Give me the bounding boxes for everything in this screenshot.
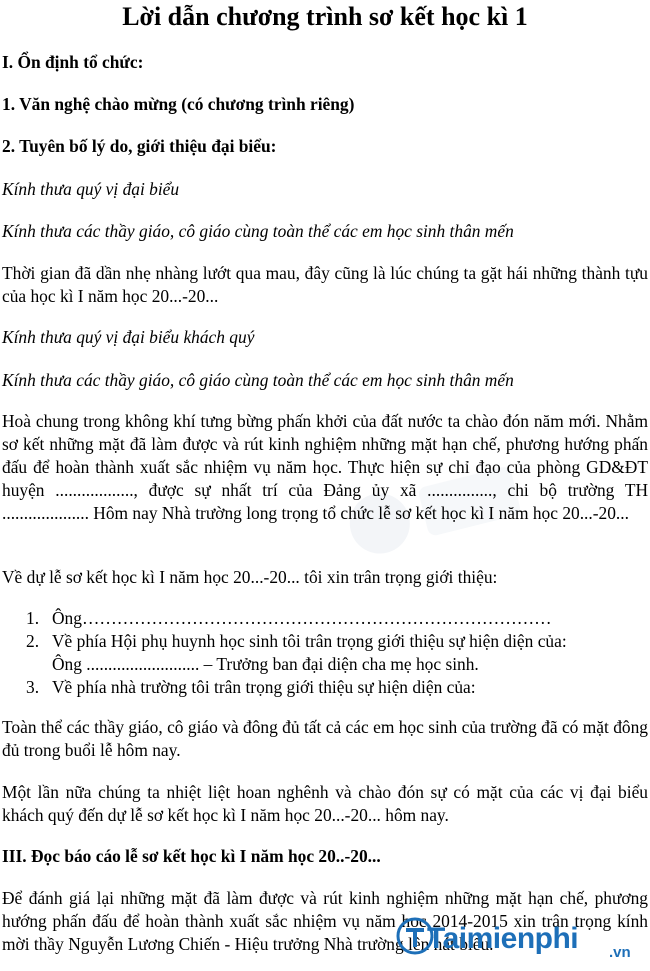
watermark-tld: .vn: [609, 944, 631, 961]
site-watermark: [395, 910, 645, 968]
paragraph-attendance: Toàn thể các thầy giáo, cô giáo và đông đủ tất cả các em học sinh của trường đã có mặt đông đủ trong buổi lễ hôm nay.: [2, 717, 648, 760]
paragraph-introduction-lead: Về dự lễ sơ kết học kì I năm học 20...-20... tôi xin trân trọng giới thiệu:: [2, 567, 498, 587]
page-title: Lời dẫn chương trình sơ kết học kì 1: [122, 2, 528, 31]
list-item: Về phía Hội phụ huynh học sinh tôi trân trọng giới thiệu sự hiện diện của:: [52, 631, 567, 651]
list-item-number: 1.: [26, 608, 40, 628]
greeting-teachers: Kính thưa các thầy giáo, cô giáo cùng toàn thể các em học sinh thân mến: [2, 221, 514, 241]
paragraph-welcome: Một lần nữa chúng ta nhiệt liệt hoan nghênh và chào đón sự có mặt của các vị đại biểu khách quý đến dự lễ sơ kết học kì I năm học 20...-20... hôm nay.: [2, 782, 648, 825]
list-item-number: 3.: [26, 677, 40, 697]
list-item: Về phía nhà trường tôi trân trọng giới thiệu sự hiện diện của:: [52, 677, 476, 697]
watermark-brand: Taimienphi: [427, 922, 579, 955]
paragraph-report: Để đánh giá lại những mặt đã làm được và rút kinh nghiệm những mặt hạn chế, phương hướng phấn đấu để hoàn thành xuất sắc nhiệm vụ năm học 2014-2015 xin trân trọng kính mời thầy Nguyễn Lương Chiến - Hiệu trưởng Nhà trường lên hát biểu.: [2, 888, 648, 954]
greeting-teachers-2: Kính thưa các thầy giáo, cô giáo cùng toàn thể các em học sinh thân mến: [2, 370, 514, 390]
greeting-honored-guests: Kính thưa quý vị đại biểu khách quý: [2, 327, 255, 347]
greeting-guests: Kính thưa quý vị đại biểu: [2, 179, 180, 199]
paragraph-intro: Thời gian đã dần nhẹ nhàng lướt qua mau, đây cũng là lúc chúng ta gặt hái những thành tựu của học kì I năm học 20...-20...: [2, 263, 648, 306]
list-item: Ông………………………………………………………………………: [52, 608, 552, 628]
list-item-continuation: Ông .......................... – Trưởng ban đại diện cha mẹ học sinh.: [52, 654, 479, 674]
section-1-heading: I. Ổn định tổ chức:: [2, 52, 144, 72]
section-3-heading: III. Đọc báo cáo lễ sơ kết học kì I năm học 20..-20...: [2, 846, 381, 866]
item-1-heading: 1. Văn nghệ chào mừng (có chương trình riêng): [2, 94, 355, 114]
list-item-number: 2.: [26, 631, 40, 651]
item-2-heading: 2. Tuyên bố lý do, giới thiệu đại biểu:: [2, 136, 277, 156]
paragraph-context: Hoà chung trong không khí tưng bừng phấn khởi của đất nước ta chào đón năm mới. Nhằm sơ kết những mặt đã làm được và rút kinh nghiệm những mặt hạn chế, phương hướng phấn đấu để hoàn thành xuất sắc nhiệm vụ năm học. Thực hiện sự chỉ đạo của phòng GD&ĐT huyện .................., được sự nhất trí của Đảng ủy xã ..............., chi bộ trường TH .................... Hôm nay Nhà trường long trọng tổ chức lễ sơ kết học kì I năm học 20...-20...: [2, 411, 648, 523]
